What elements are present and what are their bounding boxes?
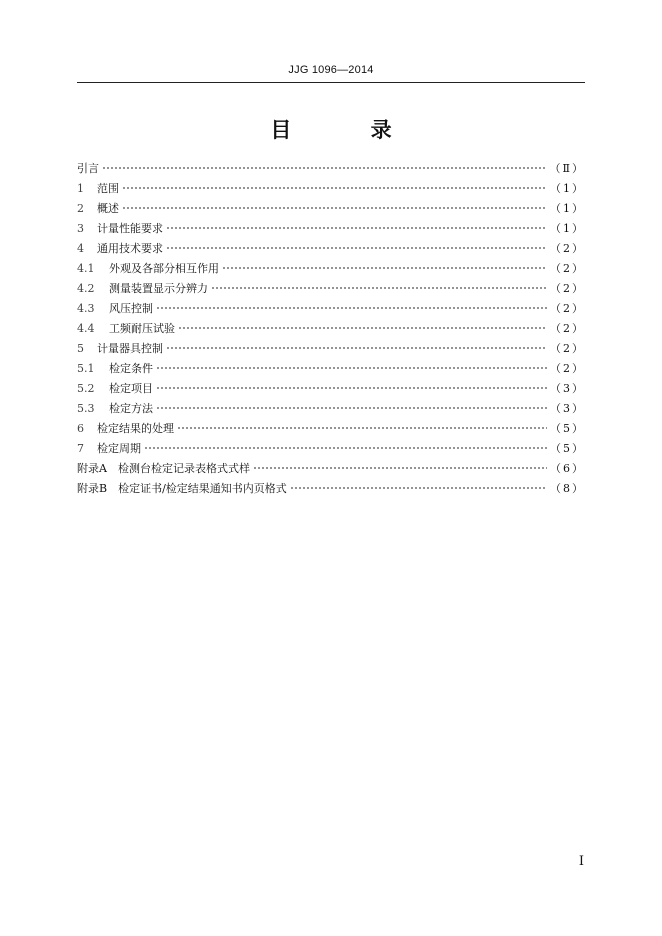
toc-entry[interactable] — [77, 399, 585, 419]
toc-title: 目 录 — [270, 118, 428, 142]
toc-entry-page: （2） — [550, 302, 585, 315]
toc-entry-number: 6 — [77, 422, 84, 435]
toc-entry-page: （5） — [550, 422, 585, 435]
dot-leader — [253, 463, 547, 473]
dot-leader — [122, 203, 547, 213]
toc-entry-number: 4.1 — [77, 262, 95, 275]
toc-entry-number: 1 — [77, 182, 84, 195]
toc-entry-number: 4.2 — [77, 282, 95, 295]
toc-entry-page: （2） — [550, 242, 585, 255]
toc-entry-label: 检定周期 — [97, 442, 141, 455]
toc-entry-number: 4 — [77, 242, 84, 255]
toc-entry-label: 检定方法 — [109, 402, 153, 415]
dot-leader — [177, 423, 547, 433]
table-of-contents — [77, 159, 585, 499]
toc-entry-page: （5） — [550, 442, 585, 455]
toc-entry-label: 引言 — [77, 162, 99, 175]
toc-entry[interactable] — [77, 439, 585, 459]
toc-entry-label: 测量装置显示分辨力 — [109, 282, 208, 295]
page-number: Ⅰ — [578, 854, 584, 869]
toc-entry-page: （1） — [550, 222, 585, 235]
toc-entry[interactable] — [77, 419, 585, 439]
toc-entry-label: 检定项目 — [109, 382, 153, 395]
toc-entry-page: （8） — [550, 482, 585, 495]
dot-leader — [166, 243, 547, 253]
toc-entry-label: 计量器具控制 — [97, 342, 163, 355]
dot-leader — [211, 283, 547, 293]
toc-entry-label: 检定条件 — [109, 362, 153, 375]
dot-leader — [144, 443, 547, 453]
toc-entry-number: 7 — [77, 442, 84, 455]
toc-entry-page: （3） — [550, 382, 585, 395]
dot-leader — [122, 183, 547, 193]
toc-entry-page: （Ⅱ） — [549, 162, 585, 175]
toc-entry[interactable] — [77, 219, 585, 239]
toc-entry-number: 2 — [77, 202, 84, 215]
toc-entry-number: 5.1 — [77, 362, 95, 375]
toc-entry-label: 检定结果的处理 — [97, 422, 174, 435]
toc-entry[interactable] — [77, 379, 585, 399]
dot-leader — [156, 383, 547, 393]
toc-entry[interactable] — [77, 179, 585, 199]
toc-entry-number: 4.3 — [77, 302, 95, 315]
toc-entry[interactable] — [77, 239, 585, 259]
toc-entry-label: 工频耐压试验 — [109, 322, 175, 335]
standard-code-header: JJG 1096—2014 — [288, 64, 374, 76]
toc-entry-number: 5 — [77, 342, 84, 355]
toc-entry-page: （6） — [550, 462, 585, 475]
dot-leader — [222, 263, 547, 273]
toc-entry[interactable] — [77, 339, 585, 359]
dot-leader — [178, 323, 547, 333]
toc-entry-label: 概述 — [97, 202, 119, 215]
toc-entry-page: （2） — [550, 322, 585, 335]
toc-entry-label: 范围 — [97, 182, 119, 195]
toc-entry-page: （2） — [550, 282, 585, 295]
dot-leader — [290, 483, 547, 493]
toc-entry-number: 5.3 — [77, 402, 95, 415]
toc-entry-page: （2） — [550, 262, 585, 275]
dot-leader — [156, 363, 547, 373]
toc-entry-label: 通用技术要求 — [97, 242, 163, 255]
toc-entry[interactable] — [77, 319, 585, 339]
toc-entry[interactable] — [77, 279, 585, 299]
dot-leader — [102, 163, 547, 173]
dot-leader — [156, 303, 547, 313]
dot-leader — [166, 343, 547, 353]
toc-entry-page: （2） — [550, 362, 585, 375]
toc-entry-label: 附录A 检测台检定记录表格式式样 — [77, 462, 250, 475]
toc-entry-number: 5.2 — [77, 382, 95, 395]
toc-entry-page: （2） — [550, 342, 585, 355]
toc-entry[interactable] — [77, 479, 585, 499]
toc-entry[interactable] — [77, 459, 585, 479]
toc-entry[interactable] — [77, 199, 585, 219]
toc-entry[interactable] — [77, 159, 585, 179]
toc-entry-page: （1） — [550, 202, 585, 215]
toc-entry-number: 3 — [77, 222, 84, 235]
toc-entry-page: （1） — [550, 182, 585, 195]
toc-entry-label: 外观及各部分相互作用 — [109, 262, 219, 275]
dot-leader — [156, 403, 547, 413]
toc-entry-label: 计量性能要求 — [97, 222, 163, 235]
header-divider — [77, 82, 585, 83]
toc-entry[interactable] — [77, 259, 585, 279]
toc-entry-label: 附录B 检定证书/检定结果通知书内页格式 — [77, 482, 287, 495]
toc-entry[interactable] — [77, 359, 585, 379]
toc-entry-page: （3） — [550, 402, 585, 415]
toc-entry[interactable] — [77, 299, 585, 319]
toc-entry-label: 风压控制 — [109, 302, 153, 315]
toc-entry-number: 4.4 — [77, 322, 95, 335]
dot-leader — [166, 223, 547, 233]
